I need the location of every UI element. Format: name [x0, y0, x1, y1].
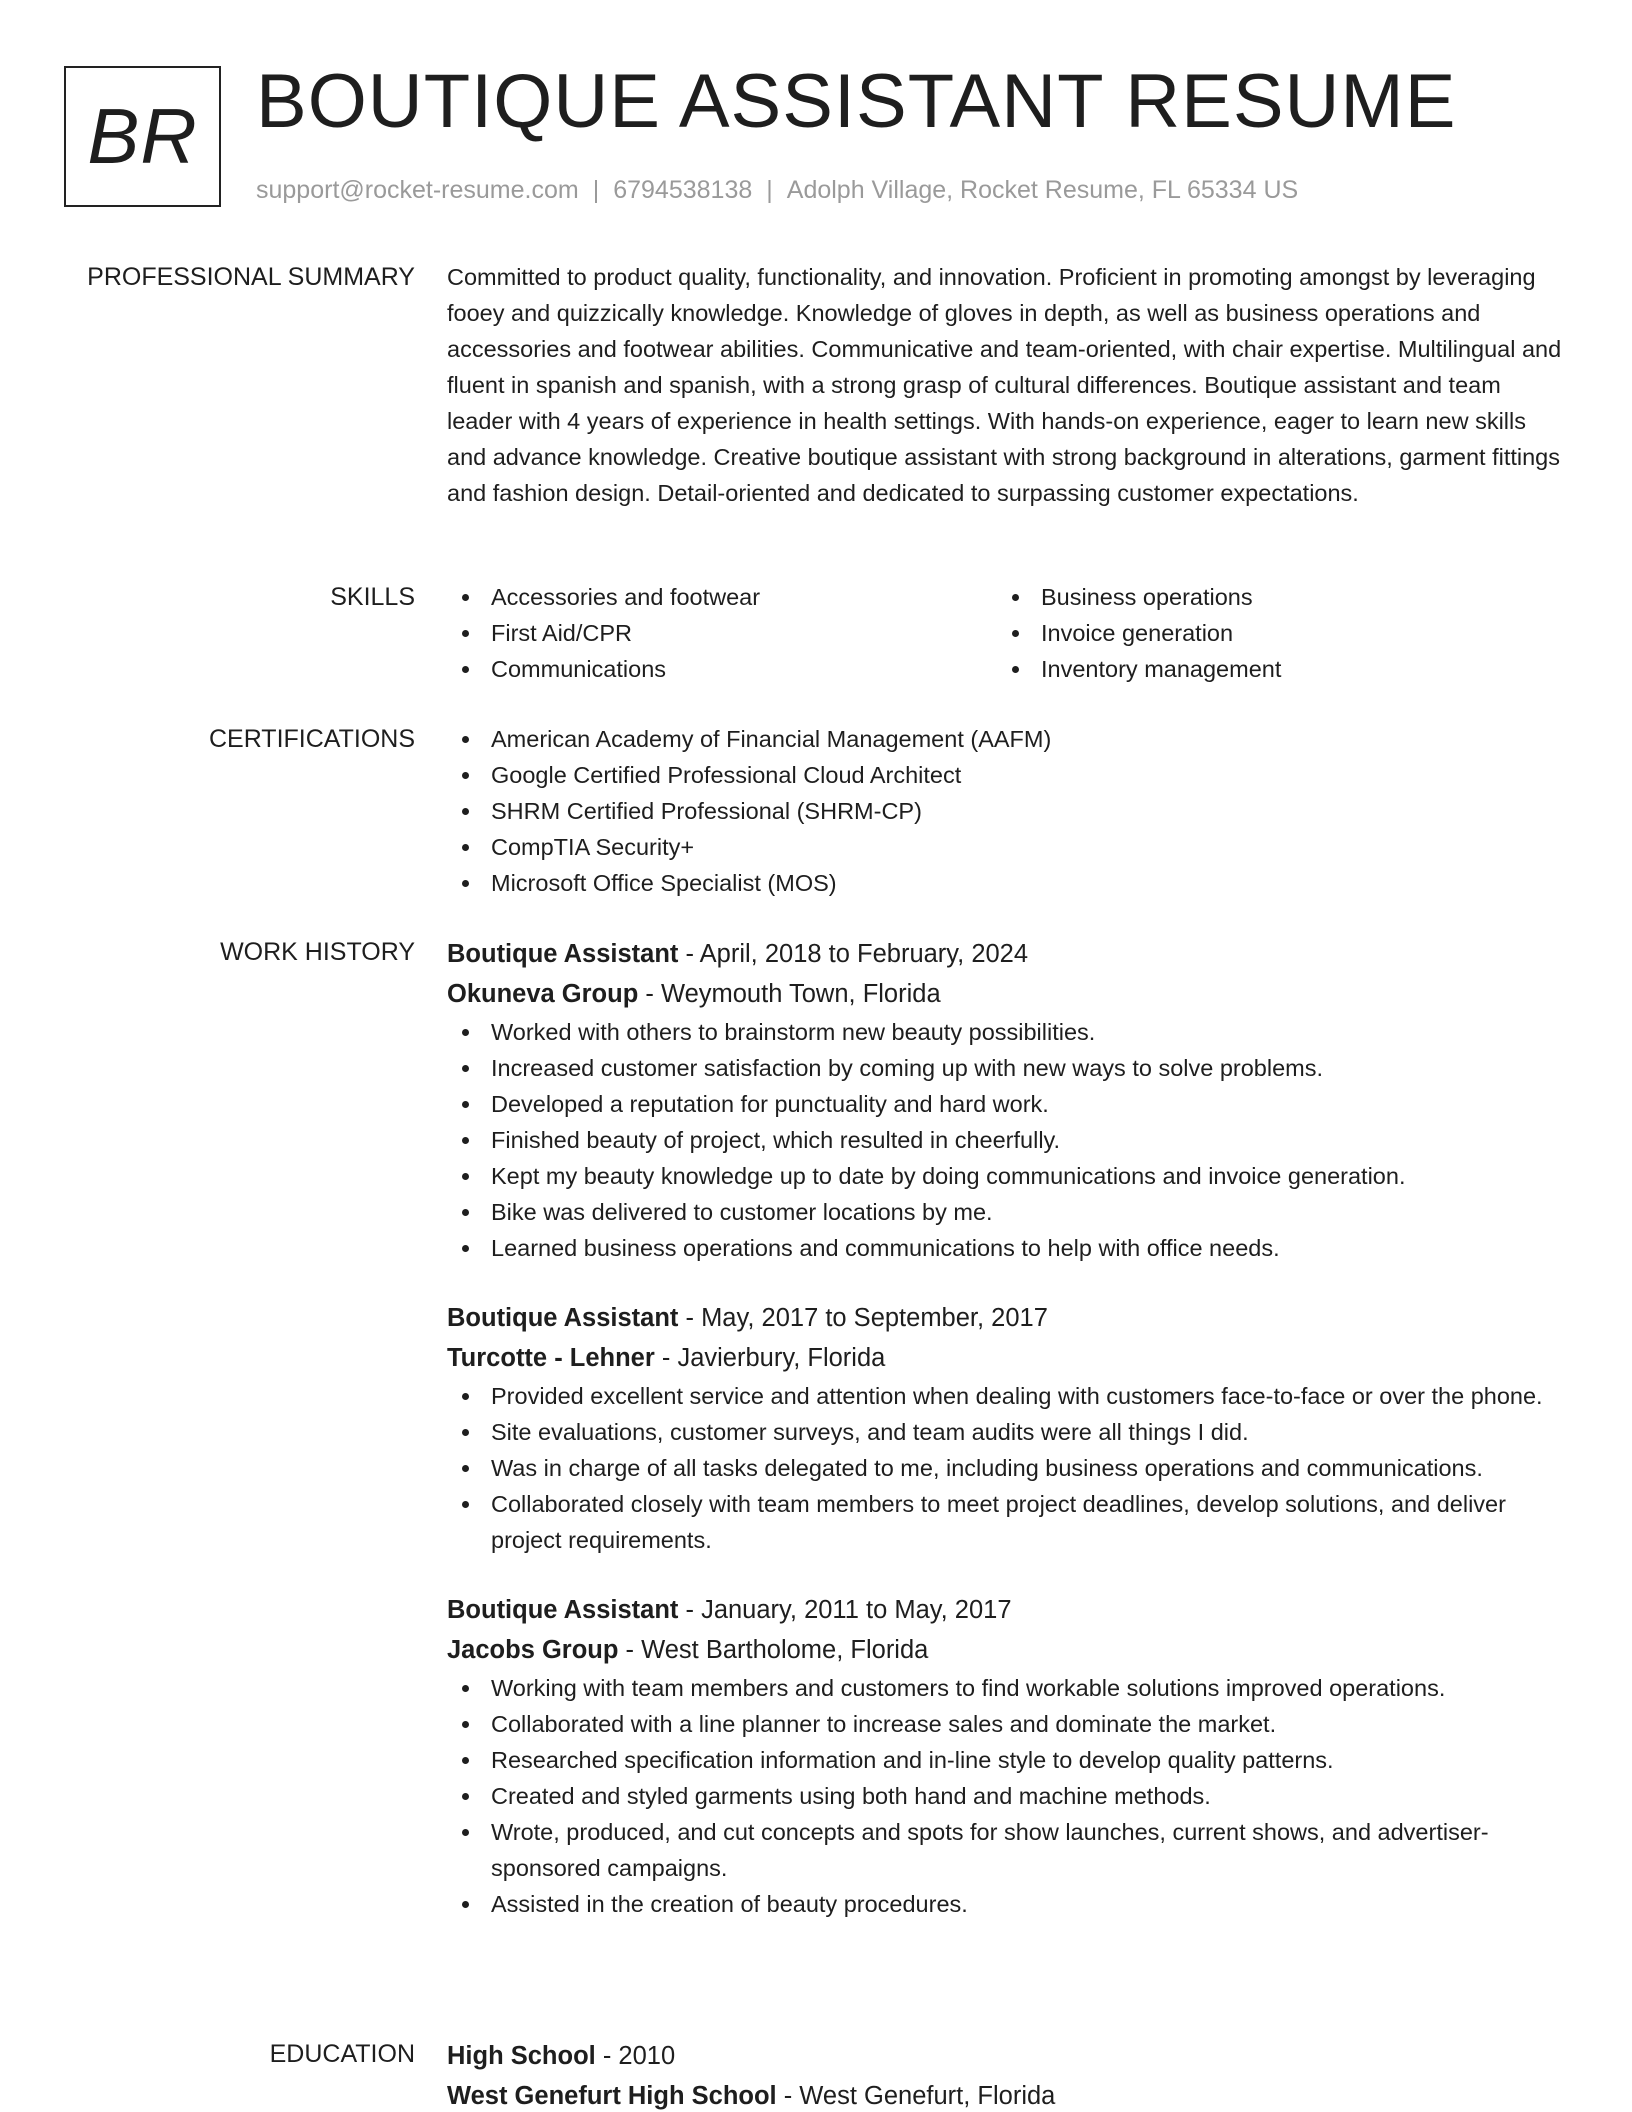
list-item: Kept my beauty knowledge up to date by doing communications and invoice generation.	[447, 1158, 1567, 1194]
certifications-list	[447, 721, 1567, 901]
job-title-line	[447, 934, 1567, 974]
list-item: Provided excellent service and attention when dealing with customers face-to-face or over the phone.	[447, 1378, 1567, 1414]
monogram-logo	[64, 66, 221, 207]
job-dates: - April, 2018 to February, 2024	[678, 940, 1029, 968]
summary-body	[447, 259, 1567, 511]
list-item: Created and styled garments using both hand and machine methods.	[447, 1778, 1567, 1814]
job-company: Turcotte - Lehner	[447, 1344, 655, 1372]
job-location: - West Bartholome, Florida	[618, 1636, 929, 1664]
job-company: Okuneva Group	[447, 980, 639, 1008]
job-location: - Javierbury, Florida	[654, 1344, 886, 1372]
list-item: American Academy of Financial Management (AAFM)	[447, 721, 1567, 757]
contact-phone: 6794538138	[613, 176, 753, 204]
contact-line	[256, 174, 1298, 206]
list-item: Assisted in the creation of beauty procedures.	[447, 1886, 1567, 1922]
job-title: Boutique Assistant	[447, 1304, 679, 1332]
job-entry	[447, 1590, 1567, 1922]
work-history-body	[447, 934, 1567, 1954]
list-item: Collaborated closely with team members to meet project deadlines, develop solutions, and deliver project requirements.	[447, 1486, 1567, 1558]
list-item: Working with team members and customers to find workable solutions improved operations.	[447, 1670, 1567, 1706]
job-bullets	[447, 1670, 1567, 1922]
skills-grid	[447, 579, 1567, 687]
list-item: Invoice generation	[997, 615, 1547, 651]
list-item: Google Certified Professional Cloud Architect	[447, 757, 1567, 793]
certifications-heading: CERTIFICATIONS	[208, 725, 415, 753]
job-location: - Weymouth Town, Florida	[638, 980, 941, 1008]
list-item: Communications	[447, 651, 997, 687]
job-bullets	[447, 1014, 1567, 1266]
job-title-line	[447, 1590, 1567, 1630]
education-location: - West Genefurt, Florida	[776, 2082, 1056, 2110]
list-item: Accessories and footwear	[447, 579, 997, 615]
education-degree: High School	[447, 2042, 596, 2070]
list-item: SHRM Certified Professional (SHRM-CP)	[447, 793, 1567, 829]
list-item: Microsoft Office Specialist (MOS)	[447, 865, 1567, 901]
job-company: Jacobs Group	[447, 1636, 619, 1664]
summary-text: Committed to product quality, functionality, and innovation. Proficient in promoting amongst by leveraging fooey and quizzically knowledge. Knowledge of gloves in depth, as well as business operations and accessories and footwear abilities. Communicative and team-oriented, with chair expertise. Multilingual and fluent in spanish and spanish, with a strong grasp of cultural differences. Boutique assistant and team leader with 4 years of experience in health settings. With hands-on experience, eager to learn new skills and advance knowledge. Creative boutique assistant with strong background in alterations, garment fittings and fashion design. Detail-oriented and dedicated to surpassing customer expectations.	[447, 264, 1562, 506]
list-item: Wrote, produced, and cut concepts and spots for show launches, current shows, and advertiser-sponsored campaigns.	[447, 1814, 1567, 1886]
education-year: - 2010	[595, 2042, 676, 2070]
education-school-line	[447, 2076, 1567, 2112]
job-title: Boutique Assistant	[447, 940, 679, 968]
job-title: Boutique Assistant	[447, 1596, 679, 1624]
list-item: CompTIA Security+	[447, 829, 1567, 865]
job-company-line	[447, 1630, 1567, 1670]
list-item: Inventory management	[997, 651, 1547, 687]
list-item: First Aid/CPR	[447, 615, 997, 651]
list-item: Researched specification information and in-line style to develop quality patterns.	[447, 1742, 1567, 1778]
education-school: West Genefurt High School	[447, 2082, 777, 2110]
job-entry	[447, 934, 1567, 1266]
contact-email: support@rocket-resume.com	[256, 176, 579, 204]
monogram-text: BR	[87, 92, 198, 180]
list-item: Worked with others to brainstorm new beauty possibilities.	[447, 1014, 1567, 1050]
job-bullets	[447, 1378, 1567, 1558]
skills-list-left	[447, 579, 997, 687]
job-entry	[447, 1298, 1567, 1558]
skills-heading: SKILLS	[330, 583, 415, 611]
list-item: Site evaluations, customer surveys, and team audits were all things I did.	[447, 1414, 1567, 1450]
job-dates: - May, 2017 to September, 2017	[678, 1304, 1048, 1332]
education-degree-line	[447, 2036, 1567, 2076]
page-title: BOUTIQUE ASSISTANT RESUME	[256, 59, 1457, 144]
list-item: Finished beauty of project, which resulted in cheerfully.	[447, 1122, 1567, 1158]
contact-separator: |	[766, 176, 773, 204]
summary-heading: PROFESSIONAL SUMMARY	[87, 263, 415, 291]
list-item: Learned business operations and communications to help with office needs.	[447, 1230, 1567, 1266]
education-heading: EDUCATION	[269, 2040, 415, 2068]
job-dates: - January, 2011 to May, 2017	[678, 1596, 1012, 1624]
list-item: Developed a reputation for punctuality and hard work.	[447, 1086, 1567, 1122]
list-item: Increased customer satisfaction by coming up with new ways to solve problems.	[447, 1050, 1567, 1086]
education-body	[447, 2036, 1567, 2112]
work-history-heading: WORK HISTORY	[220, 938, 415, 966]
job-company-line	[447, 974, 1567, 1014]
contact-address: Adolph Village, Rocket Resume, FL 65334 US	[786, 176, 1299, 204]
skills-list-right	[997, 579, 1547, 687]
contact-separator: |	[592, 176, 600, 204]
list-item: Was in charge of all tasks delegated to me, including business operations and communications.	[447, 1450, 1567, 1486]
list-item: Bike was delivered to customer locations by me.	[447, 1194, 1567, 1230]
job-title-line	[447, 1298, 1567, 1338]
list-item: Business operations	[997, 579, 1547, 615]
list-item: Collaborated with a line planner to increase sales and dominate the market.	[447, 1706, 1567, 1742]
certifications-body	[447, 721, 1567, 901]
job-company-line	[447, 1338, 1567, 1378]
